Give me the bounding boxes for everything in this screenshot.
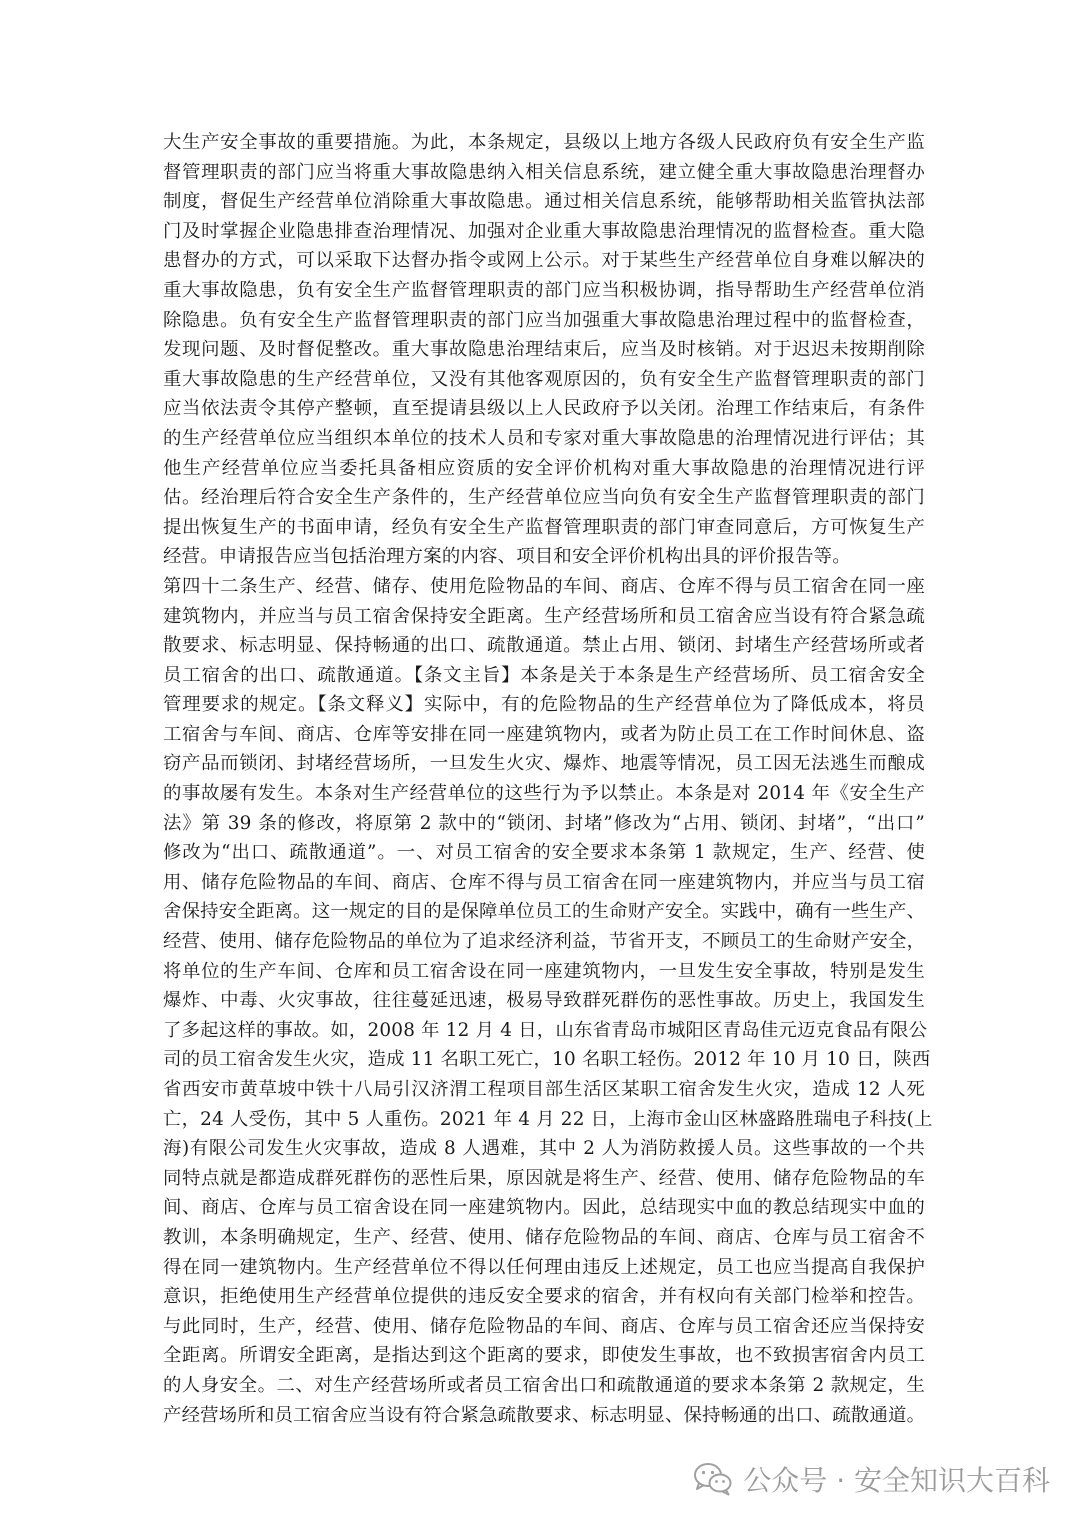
text-line: 的人身安全。二、对生产经营场所或者员工宿舍出口和疏散通道的要求本条第 2 款规定，生 [163, 1374, 925, 1396]
text-line: 大生产安全事故的重要措施。为此，本条规定，县级以上地方各级人民政府负有安全生产监 [163, 132, 925, 153]
text-line: 得在同一建筑物内。生产经营单位不得以任何理由违反上述规定，员工也应当提高自我保护 [163, 1256, 925, 1278]
text-line: 建筑物内，并应当与员工宿舍保持安全距离。生产经营场所和员工宿舍应当设有符合紧急疏 [163, 605, 925, 627]
text-line: 员工宿舍的出口、疏散通道。【条文主旨】本条是关于本条是生产经营场所、员工宿舍安全 [163, 664, 925, 686]
text-line: 除隐患。负有安全生产监督管理职责的部门应当加强重大事故隐患治理过程中的监督检查， [163, 309, 925, 331]
text-line: 的事故屡有发生。本条对生产经营单位的这些行为予以禁止。本条是对 2014 年《安全生产 [163, 783, 925, 805]
text-line: 同特点就是都造成群死群伤的恶性后果，原因就是将生产、经营、使用、储存危险物品的车 [163, 1167, 925, 1189]
text-line: 意识，拒绝使用生产经营单位提供的违反安全要求的宿舍，并有权向有关部门检举和控告。 [163, 1286, 925, 1308]
text-line: 产经营场所和员工宿舍应当设有符合紧急疏散要求、标志明显、保持畅通的出口、疏散通道。 [163, 1404, 926, 1426]
text-line: 全距离。所谓安全距离，是指达到这个距离的要求，即使发生事故，也不致损害宿舍内员工 [163, 1345, 925, 1367]
text-line: 发现问题、及时督促整改。重大事故隐患治理结束后，应当及时核销。对于迟迟未按期削除 [163, 339, 925, 361]
paragraph [163, 572, 933, 1430]
document-body [163, 128, 933, 1430]
wechat-icon [693, 1462, 733, 1496]
text-line: 制度，督促生产经营单位消除重大事故隐患。通过相关信息系统，能够帮助相关监管执法部 [163, 191, 925, 213]
text-line: 管理要求的规定。【条文释义】实际中，有的危险物品的生产经营单位为了降低成本，将员 [163, 694, 925, 716]
text-line: 患督办的方式，可以采取下达督办指令或网上公示。对于某些生产经营单位自身难以解决的 [163, 250, 925, 272]
text-line: 窃产品而锁闭、封堵经营场所，一旦发生火灾、爆炸、地震等情况，员工因无法逃生而酿成 [163, 753, 925, 775]
text-line: 用、储存危险物品的车间、商店、仓库不得与员工宿舍在同一座建筑物内，并应当与员工宿 [163, 871, 925, 893]
text-line: 省西安市黄草坡中铁十八局引汉济渭工程项目部生活区某职工宿舍发生火灾，造成 12 人死 [163, 1079, 925, 1100]
text-line: 海)有限公司发生火灾事故，造成 8 人遇难，其中 2 人为消防救援人员。这些事故的一个共 [163, 1138, 925, 1160]
text-line: 间、商店、仓库与员工宿舍设在同一座建筑物内。因此，总结现实中血的教总结现实中血的 [163, 1197, 925, 1219]
text-line: 估。经治理后符合安全生产条件的，生产经营单位应当向负有安全生产监督管理职责的部门 [163, 487, 925, 509]
text-line: 教训，本条明确规定，生产、经营、使用、储存危险物品的车间、商店、仓库与员工宿舍不 [163, 1226, 925, 1248]
text-line: 重大事故隐患的生产经营单位，又没有其他客观原因的，负有安全生产监督管理职责的部门 [163, 368, 925, 390]
text-line: 工宿舍与车间、商店、仓库等安排在同一座建筑物内，或者为防止员工在工作时间休息、盗 [163, 723, 925, 745]
text-line: 的生产经营单位应当组织本单位的技术人员和专家对重大事故隐患的治理情况进行评估；其 [163, 427, 925, 449]
watermark [693, 1459, 1050, 1499]
text-line: 舍保持安全距离。这一规定的目的是保障单位员工的生命财产安全。实践中，确有一些生产、 [163, 901, 926, 923]
paragraph [163, 128, 925, 572]
text-line: 司的员工宿舍发生火灾，造成 11 名职工死亡，10 名职工轻伤。2012 年 10 月 10 日，陕西 [163, 1049, 931, 1071]
text-line: 应当依法责令其停产整顿，直至提请县级以上人民政府予以关闭。治理工作结束后，有条件 [163, 398, 925, 420]
text-line: 散要求、标志明显、保持畅通的出口、疏散通道。禁止占用、锁闭、封堵生产经营场所或者 [163, 635, 925, 657]
text-line: 与此同时，生产，经营、使用、储存危险物品的车间、商店、仓库与员工宿舍还应当保持安 [163, 1315, 925, 1337]
watermark-text: 公众号 · 安全知识大百科 [743, 1464, 1050, 1497]
text-line: 经营。申请报告应当包括治理方案的内容、项目和安全评价机构出具的评价报告等。 [163, 546, 851, 568]
text-line: 提出恢复生产的书面申请，经负有安全生产监督管理职责的部门审查同意后，方可恢复生产 [163, 516, 925, 538]
text-line: 亡，24 人受伤，其中 5 人重伤。2021 年 4 月 22 日，上海市金山区林盛路胜瑞电子科技(上 [163, 1108, 933, 1130]
text-line: 法》第 39 条的修改，将原第 2 款中的“锁闭、封堵”修改为“占用、锁闭、封堵”，“出口” [163, 812, 925, 834]
text-line: 他生产经营单位应当委托具备相应资质的安全评价机构对重大事故隐患的治理情况进行评 [163, 457, 925, 479]
text-line: 督管理职责的部门应当将重大事故隐患纳入相关信息系统，建立健全重大事故隐患治理督办 [163, 161, 925, 183]
text-line: 经营、使用、储存危险物品的单位为了追求经济利益，节省开支，不顾员工的生命财产安全， [163, 931, 926, 953]
text-line: 修改为“出口、疏散通道”。一、对员工宿舍的安全要求本条第 1 款规定，生产、经营、使 [163, 842, 925, 864]
text-line: 门及时掌握企业隐患排查治理情况、加强对企业重大事故隐患治理情况的监督检查。重大隐 [163, 220, 925, 242]
text-line: 了多起这样的事故。如，2008 年 12 月 4 日，山东省青岛市城阳区青岛佳元迈克食品有限公 [163, 1019, 928, 1041]
text-line: 将单位的生产车间、仓库和员工宿舍设在同一座建筑物内，一旦发生安全事故，特别是发生 [163, 960, 925, 982]
text-line: 爆炸、中毒、火灾事故，往往蔓延迅速，极易导致群死群伤的恶性事故。历史上，我国发生 [163, 990, 925, 1012]
text-line: 第四十二条生产、经营、储存、使用危险物品的车间、商店、仓库不得与员工宿舍在同一座 [163, 575, 925, 597]
text-line: 重大事故隐患，负有安全生产监督管理职责的部门应当积极协调，指导帮助生产经营单位消 [163, 279, 925, 301]
